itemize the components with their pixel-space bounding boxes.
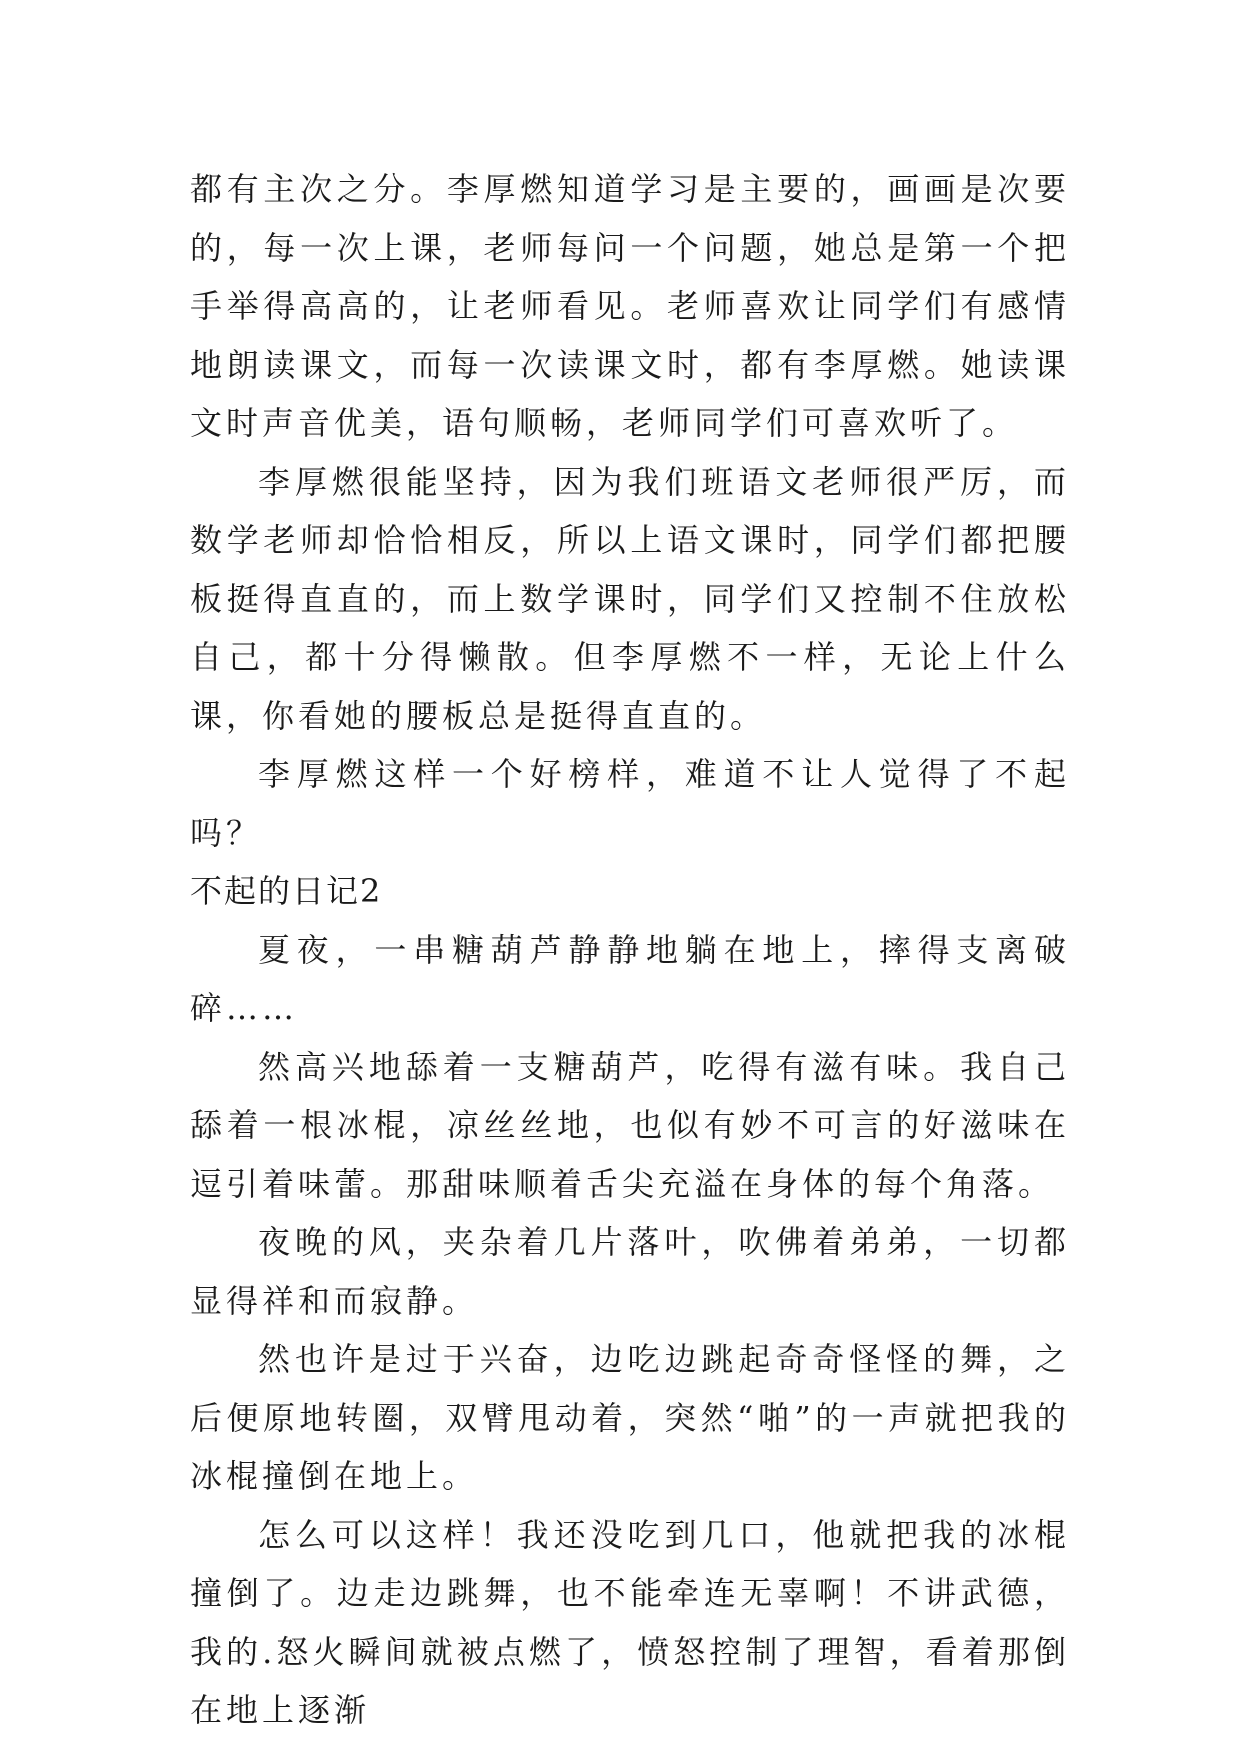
paragraph-2: 李厚燃很能坚持，因为我们班语文老师很严厉，而数学老师却恰恰相反，所以上语文课时，同学们都把腰板挺得直直的，而上数学课时，同学们又控制不住放松自己，都十分得懒散。但李厚燃不一样，无论上什么课，你看她的腰板总是挺得直直的。 <box>190 462 1070 735</box>
paragraph-8: 怎么可以这样！我还没吃到几口，他就把我的冰棍撞倒了。边走边跳舞，也不能牵连无辜啊！不讲武德，我的.怒火瞬间就被点燃了，愤怒控制了理智，看着那倒在地上逐渐 <box>190 1515 1070 1729</box>
paragraph-1: 都有主次之分。李厚燃知道学习是主要的，画画是次要的，每一次上课，老师每问一个问题，她总是第一个把手举得高高的，让老师看见。老师喜欢让同学们有感情地朗读课文，而每一次读课文时，都有李厚燃。她读课文时声音优美，语句顺畅，老师同学们可喜欢听了。 <box>190 170 1070 442</box>
paragraph-3: 李厚燃这样一个好榜样，难道不让人觉得了不起吗？ <box>190 755 1070 852</box>
document-body <box>190 160 1070 1740</box>
paragraph-7: 然也许是过于兴奋，边吃边跳起奇奇怪怪的舞，之后便原地转圈，双臂甩动着，突然“啪”的一声就把我的冰棍撞倒在地上。 <box>190 1340 1070 1495</box>
section-heading: 不起的日记2 <box>190 872 383 910</box>
paragraph-4: 夏夜，一串糖葫芦静静地躺在地上，摔得支离破碎…… <box>190 930 1070 1027</box>
paragraph-6: 夜晚的风，夹杂着几片落叶，吹佛着弟弟，一切都显得祥和而寂静。 <box>190 1223 1070 1320</box>
paragraph-5: 然高兴地舔着一支糖葫芦，吃得有滋有味。我自己舔着一根冰棍，凉丝丝地，也似有妙不可言的好滋味在逗引着味蕾。那甜味顺着舌尖充溢在身体的每个角落。 <box>190 1047 1070 1203</box>
